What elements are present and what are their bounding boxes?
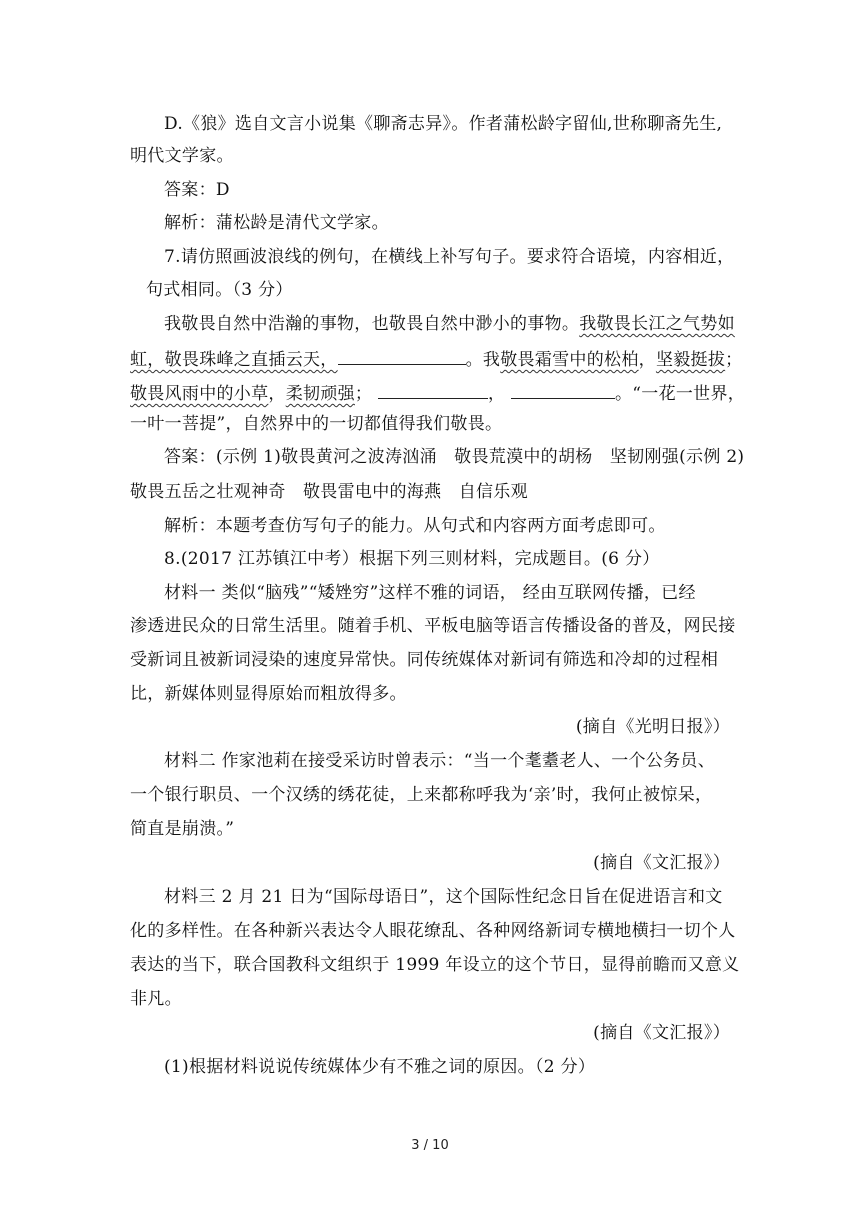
option-d-line-1: D.《狼》选自文言小说集《聊斋志异》。作者蒲松龄字留仙,世称聊斋先生, [164,114,723,134]
q8-subquestion-1: (1)根据材料说说传统媒体少有不雅之词的原因。（2 分） [164,1057,596,1077]
material-1-line-3: 受新词且被新词浸染的速度异常快。同传统媒体对新词有筛选和冷却的过程相 [130,650,719,670]
material-2-line-1: 材料二 作家池莉在接受采访时曾表示：“当一个耄耋老人、一个公务员、 [164,751,715,771]
material-3-line-2: 化的多样性。在各种新兴表达令人眼花缭乱、各种网络新词专横地横扫一切个人 [130,921,736,941]
q7-text-2-end: ； [725,350,743,370]
q7-prompt-line-2: 句式相同。（3 分） [146,280,293,300]
material-3-line-1: 材料三 2 月 21 日为“国际母语日”，这个国际性纪念日旨在促进语言和文 [164,887,723,907]
material-2-source: (摘自《文汇报》） [593,853,730,873]
example-phrase-pine: 敬畏霜雪中的松柏 [500,350,639,370]
q7-text-3-sep: ， [268,384,286,404]
q7-analysis: 解析：本题考查仿写句子的能力。从句式和内容两方面考虑即可。 [164,516,666,536]
q7-text-3-comma: ， [487,384,506,404]
q6-analysis: 解析：蒲松龄是清代文学家。 [164,213,389,233]
material-1-line-2: 渗透进民众的日常生活里。随着手机、平板电脑等语言传播设备的普及，网民接 [130,616,736,636]
q7-text-3-sep2: ； [354,384,373,404]
material-3-source: (摘自《文汇报》） [593,1023,730,1043]
material-2-line-2: 一个银行职员、一个汉绣的绣花徒，上来都称呼我为‘亲’时，我何止被惊呆， [130,785,713,805]
q7-text-3-end: 。“一花一世界， [614,384,746,404]
page-number: 3 / 10 [411,1138,449,1153]
fill-blank-2[interactable] [378,380,488,399]
q6-answer: 答案：D [164,180,230,200]
q7-text-line-1 [164,313,735,335]
q7-text-line-2 [130,346,742,371]
q7-text-line-3 [130,380,745,405]
example-sentence-wavy: 我敬畏长江之气势如 [579,314,735,334]
q7-text-2-mid: 。我 [465,350,501,370]
q7-answer-line-1: 答案：(示例 1)敬畏黄河之波涛汹涌 敬畏荒漠中的胡杨 坚韧刚强(示例 2) [164,447,745,467]
fill-blank-3[interactable] [511,380,615,399]
material-1-source: (摘自《光明日报》） [575,717,730,737]
q7-text-line-4: 一叶一菩提”，自然界中的一切都值得我们敬畏。 [130,414,503,434]
material-1-line-1: 材料一 类似“脑残”“矮矬穷”这样不雅的词语， 经由互联网传播，已经 [164,583,696,603]
option-d-line-2: 明代文学家。 [130,146,234,166]
q7-prompt-line-1: 7.请仿照画波浪线的例句，在横线上补写句子。要求符合语境，内容相近， [164,247,735,267]
example-phrase-firm: 坚毅挺拔 [655,350,726,370]
q7-answer-line-2: 敬畏五岳之壮观神奇 敬畏雷电中的海燕 自信乐观 [130,482,528,502]
example-phrase-grass: 敬畏风雨中的小草 [130,384,269,404]
material-1-line-4: 比，新媒体则显得原始而粗放得多。 [130,684,407,704]
example-phrase-tough: 柔韧顽强 [285,384,355,404]
q7-text-2-sep: ， [638,350,656,370]
example-sentence-wavy-cont: 虹，敬畏珠峰之直插云天， [130,350,338,370]
fill-blank-1[interactable] [338,346,466,365]
q8-prompt: 8.(2017 江苏镇江中考）根据下列三则材料，完成题目。(6 分） [164,549,660,569]
material-3-line-4: 非凡。 [130,989,182,1009]
material-3-line-3: 表达的当下，联合国教科文组织于 1999 年设立的这个节日，显得前瞻而又意义 [130,955,740,975]
q7-text-1-plain: 我敬畏自然中浩瀚的事物，也敬畏自然中渺小的事物。 [164,314,580,334]
material-2-line-3: 简直是崩溃。” [130,819,235,839]
